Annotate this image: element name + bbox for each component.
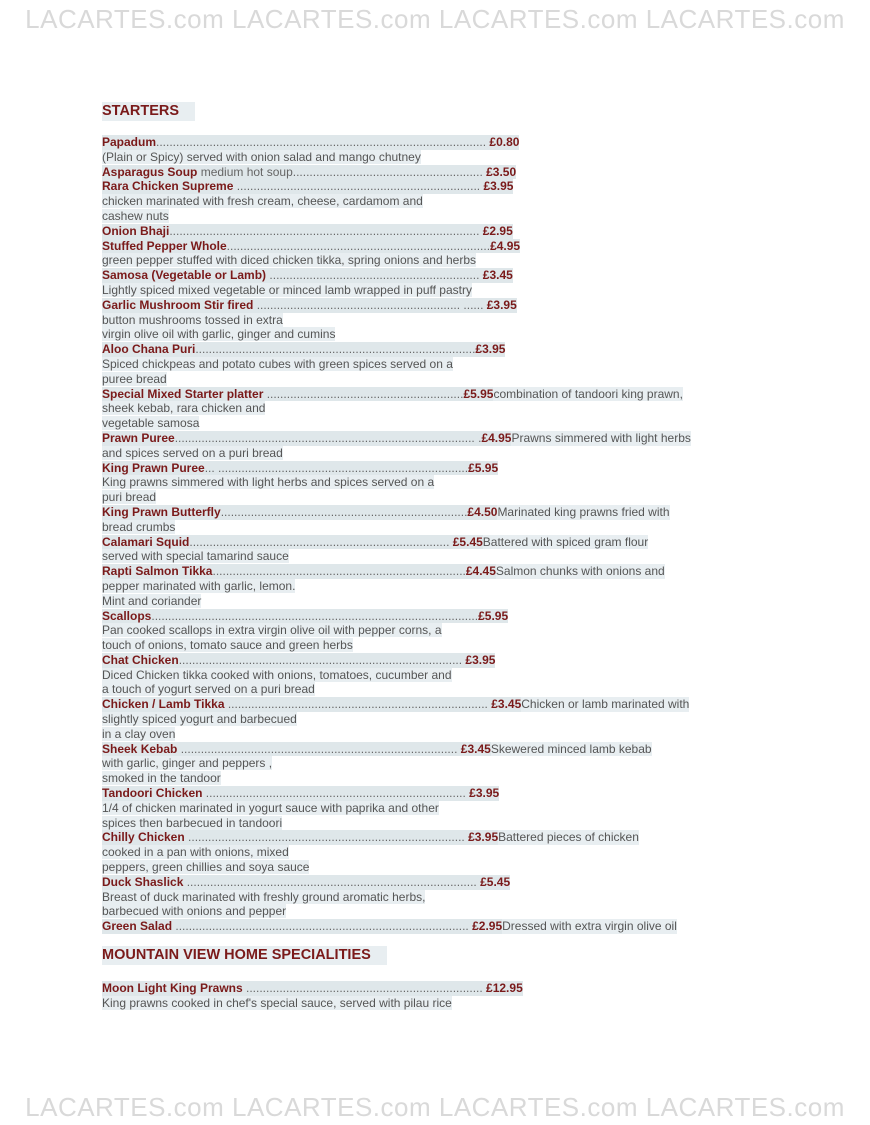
menu-item-header	[102, 342, 505, 357]
menu-item-header	[102, 919, 502, 934]
menu-item-title-line	[102, 135, 772, 150]
menu-item-name: Garlic Mushroom Stir fired	[102, 297, 254, 312]
menu-item-price: £4.95	[490, 238, 521, 253]
menu-item-description	[102, 801, 772, 816]
dot-leader: ...........................................................	[263, 386, 464, 401]
menu-item-description-text: Spiced chickpeas and potato cubes with green spices served on a	[102, 356, 453, 371]
menu-item-header	[102, 179, 513, 194]
menu-item	[102, 239, 772, 269]
menu-item-price: £4.45	[465, 564, 496, 579]
dot-leader: .......................................................................................... .	[174, 430, 482, 445]
menu-item-description	[102, 996, 772, 1011]
watermark-bottom: LACARTES.com LACARTES.com LACARTES.com LACARTES.com	[25, 1092, 845, 1122]
specialities-list	[102, 981, 772, 1011]
menu-item-name: King Prawn Butterfly	[102, 504, 221, 519]
dot-leader: ..............................................................................	[189, 534, 450, 549]
menu-item-header	[102, 431, 511, 446]
dot-leader: .......................................................................	[242, 981, 483, 996]
menu-item-name: Tandoori Chicken	[102, 786, 203, 801]
menu-item	[102, 609, 772, 653]
menu-item-name: Prawn Puree	[102, 430, 175, 445]
menu-item-description	[102, 623, 772, 638]
menu-item-title-line	[102, 342, 772, 357]
menu-item-description	[102, 549, 772, 564]
menu-item-description-text: touch of onions, tomato sauce and green herbs	[102, 638, 353, 653]
menu-item-description-inline: Battered with spiced gram flour	[482, 534, 649, 549]
menu-item-name: Moon Light King Prawns	[102, 981, 243, 996]
dot-leader: ..........................................................................	[220, 504, 468, 519]
menu-item-price: £3.95	[480, 179, 514, 194]
menu-item-header	[102, 653, 495, 668]
menu-item-description-text: slightly spiced yogurt and barbecued	[102, 712, 297, 727]
menu-item-title-line	[102, 609, 772, 624]
menu-item-name: Calamari Squid	[102, 534, 190, 549]
menu-item	[102, 830, 772, 874]
menu-item-description-text: King prawns simmered with light herbs and spices served on a	[102, 475, 435, 490]
menu-item-price: £3.95	[483, 297, 517, 312]
menu-item-name: Chilly Chicken	[102, 830, 185, 845]
menu-item-title-line	[102, 830, 772, 845]
dot-leader: .....................................................................................	[178, 652, 463, 667]
menu-item-title-line	[102, 564, 772, 579]
menu-item-description	[102, 771, 772, 786]
menu-item-header	[102, 981, 523, 996]
menu-item-description-inline: combination of tandoori king prawn,	[493, 386, 683, 401]
menu-item-description-text: served with special tamarind sauce	[102, 549, 289, 564]
menu-item-description-text: bread crumbs	[102, 519, 176, 534]
menu-item-description	[102, 579, 772, 594]
menu-item-description	[102, 712, 772, 727]
menu-item-description-text: Lightly spiced mixed vegetable or minced lamb wrapped in puff pastry	[102, 282, 472, 297]
menu-item	[102, 786, 772, 830]
menu-item-price: £3.45	[457, 741, 491, 756]
menu-item-name: Green Salad	[102, 919, 173, 934]
menu-item-title-line	[102, 224, 772, 239]
menu-item	[102, 919, 772, 934]
menu-item-header	[102, 697, 521, 712]
menu-item-description	[102, 209, 772, 224]
menu-item-description	[102, 727, 772, 742]
menu-item-price: £12.95	[482, 981, 523, 996]
menu-item-name: Sheek Kebab	[102, 741, 178, 756]
menu-item-description	[102, 401, 772, 416]
menu-item-name: Duck Shaslick	[102, 874, 184, 889]
menu-item-description	[102, 253, 772, 268]
menu-item-description	[102, 594, 772, 609]
menu-item-header	[102, 875, 510, 890]
menu-item-header	[102, 298, 517, 313]
menu-item	[102, 981, 772, 1011]
menu-item-description	[102, 756, 772, 771]
dot-leader: ...................................................................................................	[156, 135, 487, 149]
menu-item-description	[102, 816, 772, 831]
menu-item-name: King Prawn Puree	[102, 460, 205, 475]
menu-item-price: £3.45	[479, 268, 513, 283]
menu-item	[102, 564, 772, 608]
menu-item	[102, 165, 772, 180]
menu-item	[102, 179, 772, 223]
dot-leader: ..............................................................................	[202, 786, 466, 801]
menu-item-description-text: Pan cooked scallops in extra virgin olive oil with pepper corns, a	[102, 623, 442, 638]
menu-item-description-text: (Plain or Spicy) served with onion salad and mango chutney	[102, 149, 421, 164]
menu-item-price: £3.95	[462, 652, 496, 667]
menu-item-description	[102, 313, 772, 328]
menu-item-header	[102, 609, 508, 624]
menu-item-title-line	[102, 697, 772, 712]
menu-item-name: Rapti Salmon Tikka	[102, 564, 213, 579]
menu-item-name: Samosa (Vegetable or Lamb)	[102, 268, 267, 283]
menu-item-header	[102, 239, 520, 254]
menu-item-description	[102, 283, 772, 298]
menu-item-description	[102, 638, 772, 653]
dot-leader: ....................................................................................	[195, 342, 476, 357]
dot-leader: .............................................................................................	[169, 223, 480, 238]
menu-item-price: £5.95	[468, 460, 499, 475]
menu-item	[102, 387, 772, 431]
dot-leader: medium hot soup.........................................................	[197, 164, 483, 179]
dot-leader: ..................................................................................................	[151, 608, 479, 623]
menu-item	[102, 653, 772, 697]
menu-item	[102, 535, 772, 565]
dot-leader: ............................................................. ......	[253, 297, 484, 312]
menu-item-title-line	[102, 919, 772, 934]
menu-item-title-line	[102, 535, 772, 550]
menu-item-name: Papadum	[102, 135, 157, 149]
menu-item-description-text: with garlic, ginger and peppers ,	[102, 756, 273, 771]
menu-item-description-inline: Chicken or lamb marinated with	[521, 697, 690, 712]
menu-item-description-text: puri bread	[102, 490, 157, 505]
menu-item-header	[102, 268, 513, 283]
menu-item-price: £3.45	[487, 697, 522, 712]
menu-item-description-text: green pepper stuffed with diced chicken tikka, spring onions and herbs	[102, 253, 477, 268]
menu-item-header	[102, 786, 499, 801]
menu-item-price: £4.50	[467, 504, 498, 519]
menu-item-title-line	[102, 165, 772, 180]
menu-item-header	[102, 387, 493, 402]
watermark-top: LACARTES.com LACARTES.com LACARTES.com LACARTES.com	[25, 4, 845, 34]
menu-item-title-line	[102, 431, 772, 446]
menu-item-price: £0.80	[486, 135, 520, 149]
menu-item-header	[102, 535, 483, 550]
menu-item-description-text: button mushrooms tossed in extra	[102, 312, 283, 327]
menu-item-header	[102, 564, 496, 579]
section-heading-specialities: MOUNTAIN VIEW HOME SPECIALITIES	[102, 946, 387, 965]
menu-item-header	[102, 830, 498, 845]
menu-item-description-text: 1/4 of chicken marinated in yogurt sauce with paprika and other	[102, 800, 439, 815]
menu-item-title-line	[102, 786, 772, 801]
menu-item-name: Special Mixed Starter platter	[102, 386, 264, 401]
menu-item-description-text: vegetable samosa	[102, 416, 200, 431]
menu-item-title-line	[102, 268, 772, 283]
menu-item-price: £5.95	[478, 608, 509, 623]
menu-item-header	[102, 461, 498, 476]
dot-leader: ...............................................................	[266, 268, 480, 283]
menu-item-description-inline: Prawns simmered with light herbs	[511, 430, 691, 445]
menu-item-description	[102, 446, 772, 461]
menu-item-price: £5.45	[476, 874, 511, 889]
menu-item	[102, 697, 772, 741]
menu-item-description-text: Mint and coriander	[102, 593, 202, 608]
menu-item-description	[102, 475, 772, 490]
menu-item-description-text: barbecued with onions and pepper	[102, 904, 287, 919]
menu-item-title-line	[102, 239, 772, 254]
menu-item-title-line	[102, 742, 772, 757]
menu-item-name: Scallops	[102, 608, 152, 623]
menu-item-description-inline: Battered pieces of chicken	[498, 830, 639, 845]
menu-item-title-line	[102, 298, 772, 313]
dot-leader: ........................................................................................	[172, 919, 469, 934]
menu-item-header	[102, 224, 513, 239]
menu-item	[102, 342, 772, 386]
menu-item-header	[102, 135, 519, 150]
menu-item-description-text: cashew nuts	[102, 208, 169, 223]
menu-item-header	[102, 505, 497, 520]
dot-leader: ............................................................................	[212, 564, 466, 579]
menu-item	[102, 461, 772, 505]
menu-item-description-text: chicken marinated with fresh cream, cheese, cardamom and	[102, 194, 423, 209]
menu-item-description-text: Breast of duck marinated with freshly ground aromatic herbs,	[102, 889, 426, 904]
menu-item-header	[102, 742, 491, 757]
menu-item-price: £3.95	[465, 786, 500, 801]
menu-item-description	[102, 890, 772, 905]
menu-item-description	[102, 327, 772, 342]
menu-item-description-text: peppers, green chillies and soya sauce	[102, 860, 310, 875]
menu-item-price: £3.50	[482, 164, 517, 179]
menu-item-description-text: spices then barbecued in tandoori	[102, 815, 283, 830]
menu-page	[102, 102, 772, 1011]
menu-item-description-text: puree bread	[102, 371, 167, 386]
menu-item-description	[102, 668, 772, 683]
menu-item-description-text: and spices served on a puri bread	[102, 445, 283, 460]
menu-item-price: £3.95	[475, 342, 506, 357]
menu-item-title-line	[102, 875, 772, 890]
menu-item-description-text: King prawns cooked in chef's special sauce, served with pilau rice	[102, 995, 452, 1010]
menu-item-description-text: virgin olive oil with garlic, ginger and cumins	[102, 327, 336, 342]
menu-item-price: £5.95	[463, 386, 494, 401]
menu-item-description-text: cooked in a pan with onions, mixed	[102, 845, 289, 860]
dot-leader: ...................................................................................	[184, 830, 465, 845]
menu-item	[102, 431, 772, 461]
menu-item-description	[102, 150, 772, 165]
menu-item-name: Rara Chicken Supreme	[102, 179, 234, 194]
menu-item-title-line	[102, 505, 772, 520]
menu-item-name: Chat Chicken	[102, 652, 179, 667]
dot-leader: ... ...........................................................................	[204, 460, 469, 475]
menu-item-description-inline: Salmon chunks with onions and	[495, 564, 665, 579]
menu-item-price: £4.95	[481, 430, 512, 445]
menu-item-description	[102, 904, 772, 919]
dot-leader: .......................................................................................	[183, 874, 477, 889]
menu-item	[102, 505, 772, 535]
menu-item-description	[102, 845, 772, 860]
menu-item	[102, 224, 772, 239]
menu-item-header	[102, 165, 516, 180]
dot-leader: ..............................................................................	[224, 697, 488, 712]
dot-leader: ...............................................................................	[226, 238, 491, 253]
menu-item-description-text: in a clay oven	[102, 726, 176, 741]
menu-item	[102, 268, 772, 298]
menu-item-price: £2.95	[468, 919, 503, 934]
menu-item	[102, 742, 772, 786]
menu-item-description-inline: Dressed with extra virgin olive oil	[502, 919, 677, 934]
dot-leader: .........................................................................	[233, 179, 481, 194]
menu-item-title-line	[102, 653, 772, 668]
menu-item-price: £2.95	[479, 223, 513, 238]
menu-item-description-text: sheek kebab, rara chicken and	[102, 401, 266, 416]
menu-item-description	[102, 357, 772, 372]
menu-item-title-line	[102, 981, 772, 996]
menu-item-name: Aloo Chana Puri	[102, 342, 196, 357]
menu-item-description	[102, 682, 772, 697]
starters-list	[102, 135, 772, 934]
menu-item-title-line	[102, 387, 772, 402]
menu-item	[102, 298, 772, 342]
menu-item-description-text: smoked in the tandoor	[102, 771, 221, 786]
menu-item-description	[102, 194, 772, 209]
menu-item-title-line	[102, 179, 772, 194]
menu-item-name: Stuffed Pepper Whole	[102, 238, 227, 253]
menu-item-description-text: a touch of yogurt served on a puri bread	[102, 682, 315, 697]
menu-item-name: Asparagus Soup	[102, 164, 198, 179]
menu-item-description	[102, 372, 772, 387]
menu-item-description	[102, 490, 772, 505]
dot-leader: ...................................................................................	[177, 741, 458, 756]
menu-item-description	[102, 860, 772, 875]
menu-item-description-inline: Skewered minced lamb kebab	[490, 741, 652, 756]
menu-item-price: £5.45	[449, 534, 483, 549]
menu-item-name: Chicken / Lamb Tikka	[102, 697, 225, 712]
section-heading-starters: STARTERS	[102, 102, 195, 121]
menu-item-title-line	[102, 461, 772, 476]
menu-item-name: Onion Bhaji	[102, 223, 170, 238]
menu-item-description-inline: Marinated king prawns fried with	[497, 504, 670, 519]
menu-item-description-text: Diced Chicken tikka cooked with onions, tomatoes, cucumber and	[102, 667, 452, 682]
menu-item	[102, 875, 772, 919]
menu-item-price: £3.95	[464, 830, 499, 845]
menu-item-description	[102, 416, 772, 431]
menu-item-description-text: pepper marinated with garlic, lemon.	[102, 578, 296, 593]
menu-item-description	[102, 520, 772, 535]
menu-item	[102, 135, 772, 165]
